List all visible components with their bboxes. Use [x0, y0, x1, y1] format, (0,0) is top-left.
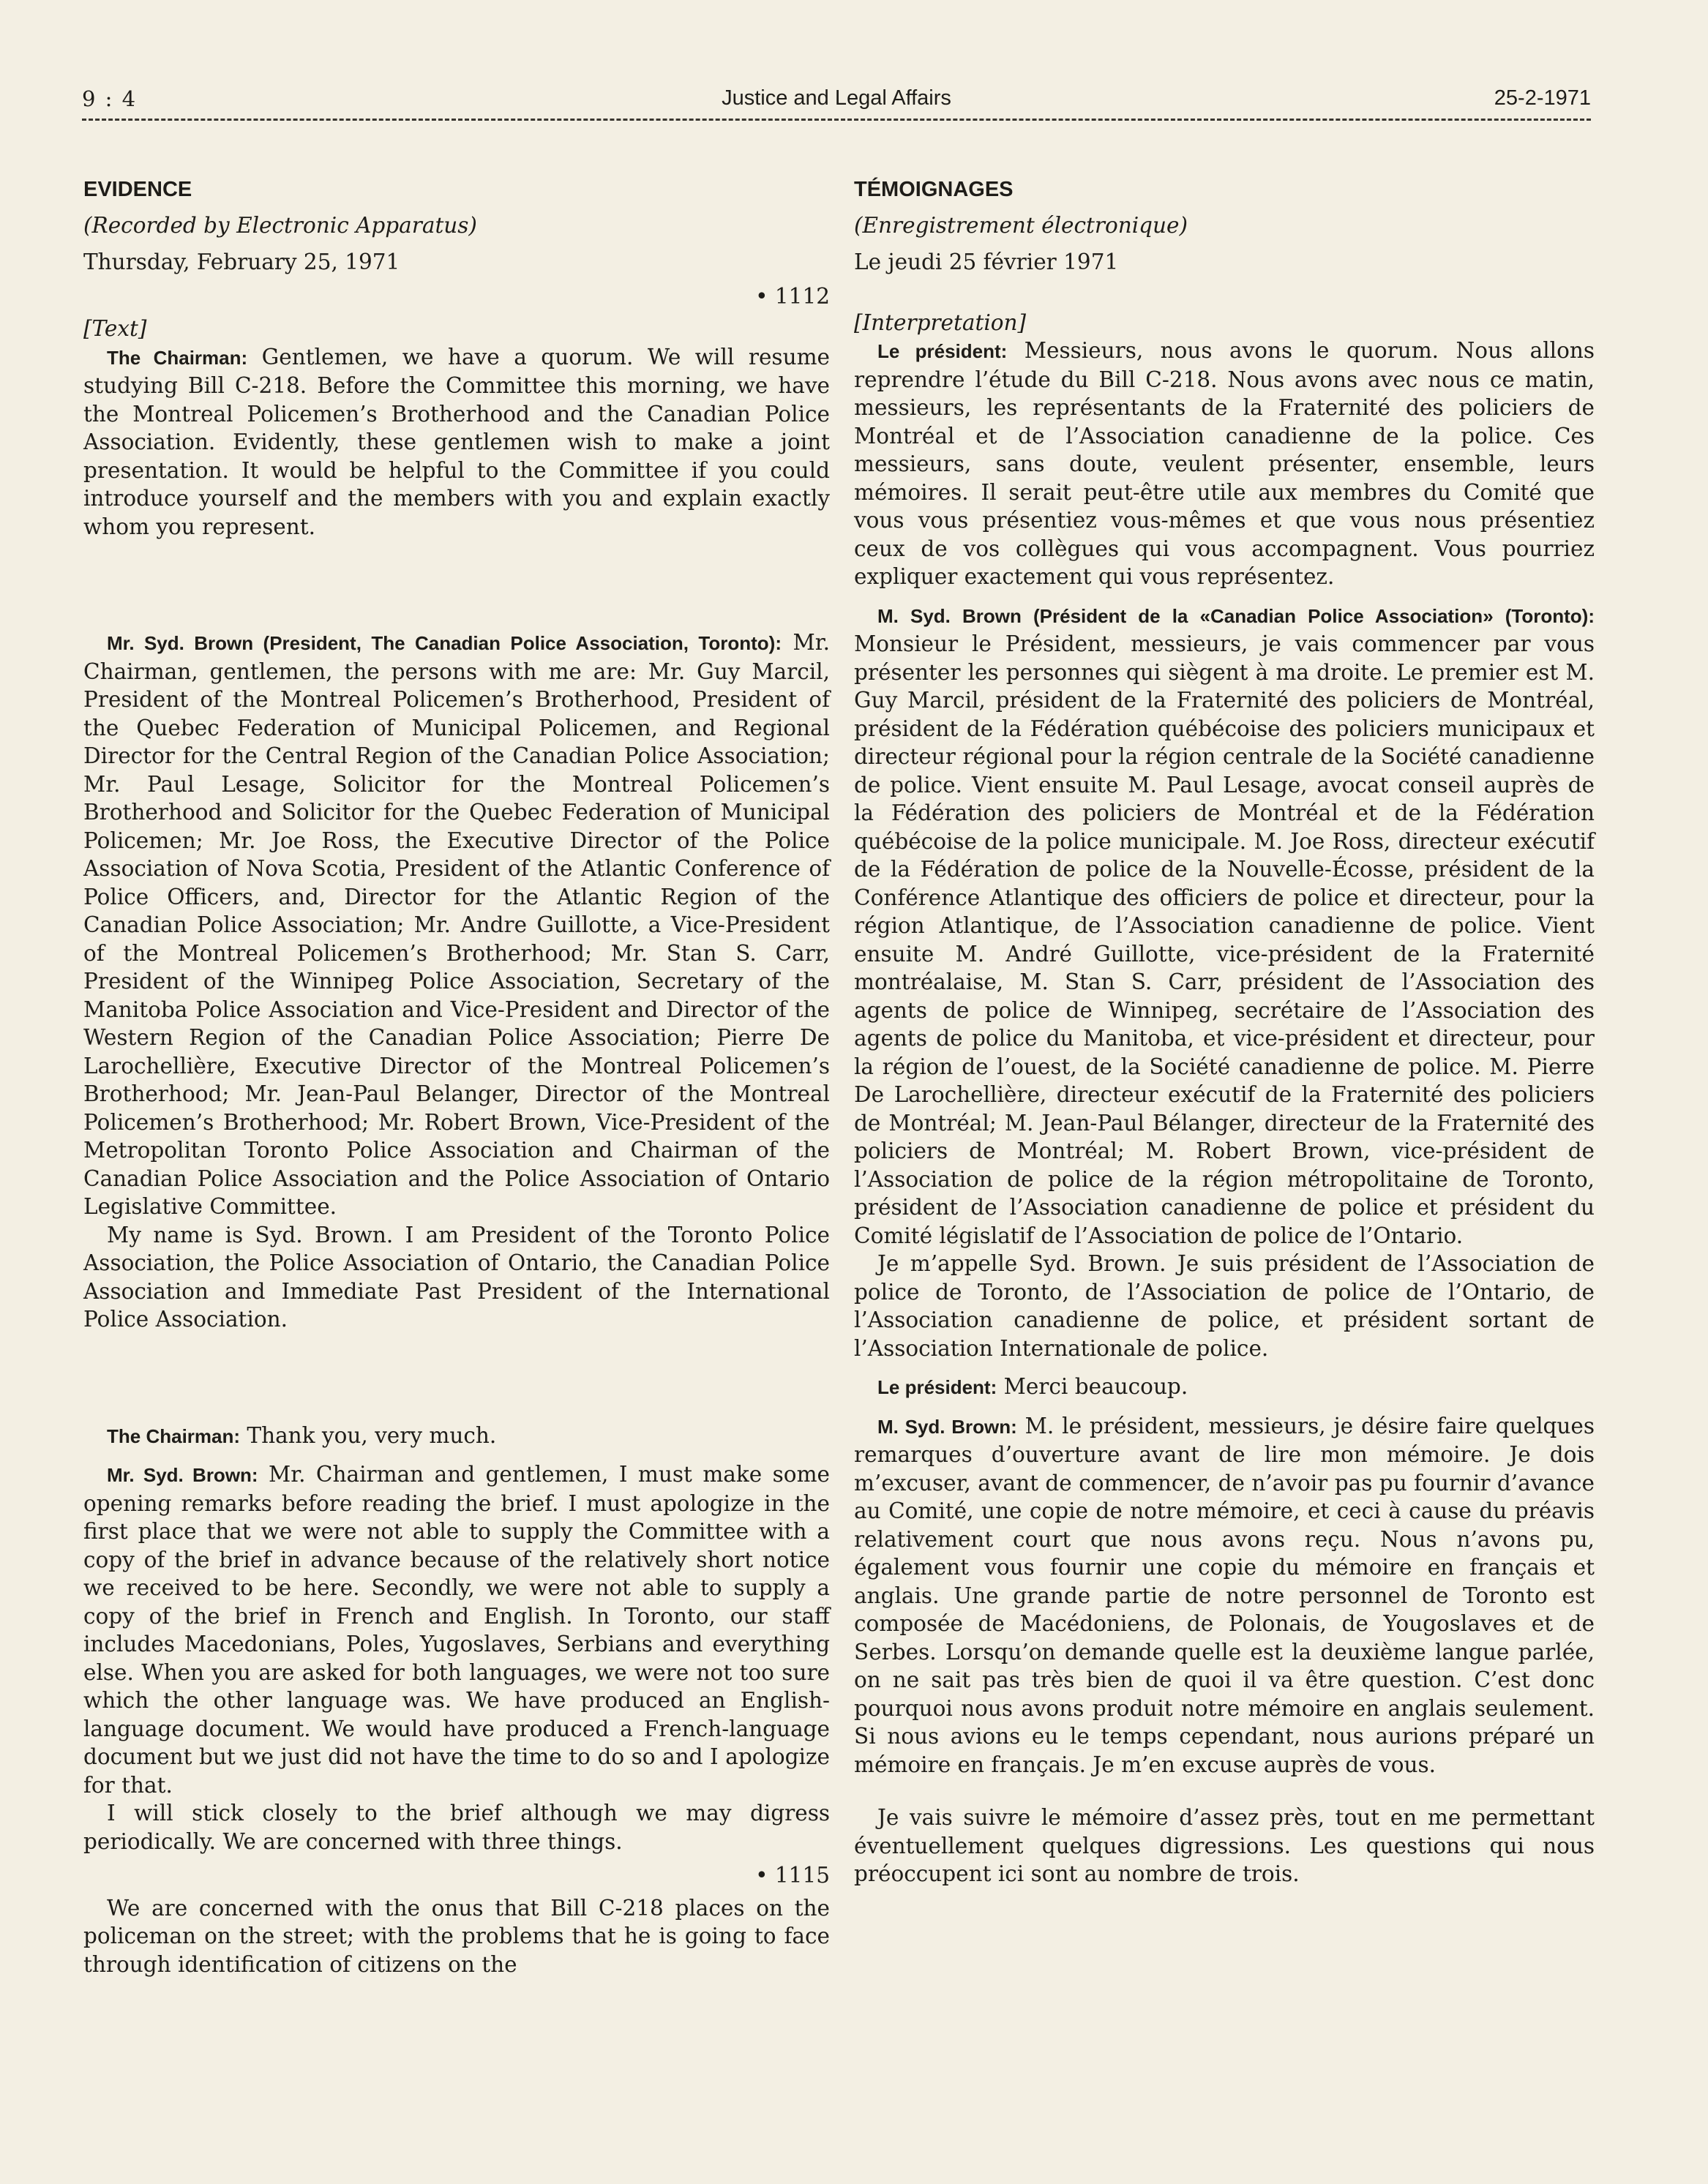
page-number: 9 : 4 [82, 86, 138, 111]
speaker-label: Le président: [877, 340, 1008, 362]
sitting-date: Le jeudi 25 février 1971 [854, 249, 1119, 274]
header-date: 25-2-1971 [1494, 86, 1591, 110]
speaker-label: M. Syd. Brown: [877, 1415, 1017, 1438]
paragraph-brown-digressions: Je vais suivre le mémoire d’assez près, tout en me permettant éventuellement quelques digressions. Les questions qui nous préoccupent ici sont au nombre de trois. [854, 1805, 1595, 1886]
text-tag: [Text] [83, 316, 147, 341]
paragraph-text: Mr. Chairman and gentlemen, I must make some opening remarks before reading the brief. I must apologize in the first place that we were not able to supply the Committee with a copy of the brief in advance because of the relatively short notice we received to be here. Secondly, we were not able to supply a copy of the brief in French and English. In Toronto, our staff includes Macedonians, Poles, Yugoslaves, Serbians and everything else. When you are asked for both languages, we were not too sure which the other language was. We have produced an English-language document. We would have produced a French-language document but we just did not have the time to do so and I apologize for that. [83, 1462, 830, 1798]
speaker-label: M. Syd. Brown (Président de la «Canadian Police Association» (Toronto): [877, 604, 1595, 627]
french-column [854, 176, 1595, 1888]
paragraph-brown-onus: We are concerned with the onus that Bill C-218 places on the policeman on the street; with the problems that he is going to face through identification of citizens on the [83, 1895, 830, 1977]
speaker-label: Mr. Syd. Brown (President, The Canadian Police Association, Toronto): [107, 632, 782, 654]
section-heading: EVIDENCE [83, 178, 192, 201]
paragraph-text: Mr. Chairman, gentlemen, the persons with me are: Mr. Guy Marcil, President of the Montreal Policemen’s Brotherhood, President of the Quebec Federation of Municipal Policemen, and Regional Director for the Central Region of the Canadian Police Association; Mr. Paul Lesage, Solicitor for the Montreal Policemen’s Brotherhood and Solicitor for the Quebec Federation of Municipal Policemen; Mr. Joe Ross, the Executive Director of the Police Association of Nova Scotia, President of the Atlantic Conference of Police Officers, and, Director for the Atlantic Region of the Canadian Police Association; Mr. Andre Guillotte, a Vice-President of the Montreal Policemen’s Brotherhood; Mr. Stan S. Carr, President of the Winnipeg Police Association, Secretary of the Manitoba Police Association and Vice-President and Director of the Western Region of the Canadian Police Association; Pierre De Larochellière, Executive Director of the Montreal Policemen’s Brotherhood; Mr. Jean-Paul Belanger, Director of the Montreal Policemen’s Brotherhood; Mr. Robert Brown, Vice-President of the Metropolitan Toronto Police Association and Chairman of the Canadian Police Association and the Police Association of Ontario Legislative Committee. [83, 630, 830, 1219]
time-marker: • 1115 [755, 1863, 830, 1888]
paragraph-text: Gentlemen, we have a quorum. We will resume studying Bill C-218. Before the Committee this morning, we have the Montreal Policemen’s Brotherhood and the Canadian Police Association. Evidently, these gentlemen wish to make a joint presentation. It would be helpful to the Committee if you could introduce yourself and the members with you and explain exactly whom you represent. [83, 344, 830, 539]
paragraph-president-merci [854, 1373, 1595, 1402]
paragraph-brown-introductions [83, 628, 830, 1221]
paragraph-brown-remarks [83, 1460, 830, 1799]
running-title: Justice and Legal Affairs [722, 86, 951, 110]
paragraph-chairman-thanks [83, 1422, 830, 1451]
paragraph-text: M. le président, messieurs, je désire faire quelques remarques d’ouverture avant de lire mon mémoire. Je dois m’excuser, avant de commencer, de n’avoir pas pu fournir d’avance au Comité, une copie de notre mémoire, et ceci à cause du préavis relativement court que nous avons reçu. Nous n’avons pu, également vous fournir une copie du mémoire en français et anglais. Une grande partie de notre personnel de Toronto est composée de Macédoniens, de Polonais, de Yougoslaves et de Serbes. Lorsqu’on demande quelle est la deuxième langue parlée, on ne sait pas très bien de quoi il va être question. C’est donc pourquoi nous avons produit notre mémoire en anglais seulement. Si nous avions eu le temps cependant, nous aurions préparé un mémoire en français. Je m’en excuse auprès de vous. [854, 1413, 1595, 1777]
paragraph-brown-digress: I will stick closely to the brief although we may digress periodically. We are concerned with three things. [83, 1801, 830, 1854]
running-header [82, 82, 1591, 121]
paragraph-brown-presentations [854, 601, 1595, 1250]
speaker-label: Mr. Syd. Brown: [107, 1464, 258, 1486]
recording-note: (Recorded by Electronic Apparatus) [83, 212, 477, 238]
paragraph-chairman-opening [83, 343, 830, 541]
paragraph-brown-self: My name is Syd. Brown. I am President of the Toronto Police Association, the Police Association of Ontario, the Canadian Police Association and Immediate Past President of the International Police Association. [83, 1222, 830, 1332]
paragraph-president-ouverture [854, 337, 1595, 591]
english-column [83, 176, 830, 1978]
section-heading: TÉMOIGNAGES [854, 178, 1014, 201]
sitting-date: Thursday, February 25, 1971 [83, 249, 400, 274]
paragraph-text: Thank you, very much. [240, 1422, 497, 1448]
interpretation-tag: [Interpretation] [854, 309, 1027, 335]
paragraph-text: Merci beaucoup. [997, 1374, 1188, 1399]
recording-note: (Enregistrement électronique) [854, 212, 1188, 238]
paragraph-text: Monsieur le Président, messieurs, je vais commencer par vous présenter les personnes qui siègent à ma droite. Le premier est M. Guy Marcil, président de la Fraternité des policiers de Montréal, président de la Fédération québécoise des policiers municipaux et directeur régional pour la région centrale de la Société canadienne de police. Vient ensuite M. Paul Lesage, avocat conseil auprès de la Fédération des policiers de Montréal et de la Fédération québécoise de la police municipale. M. Joe Ross, directeur exécutif de la Fédération de police de la Nouvelle-Écosse, président de la Conférence Atlantique des officiers de police et directeur, pour la région Atlantique, de l’Association canadienne de police. Vient ensuite M. André Guillotte, vice-président de la Fraternité montréalaise, M. Stan S. Carr, président de l’Association des agents de police de Winnipeg, secrétaire de l’Association des agents de police du Manitoba, et vice-président et directeur, pour la région de l’ouest, de la Société canadienne de police. M. Pierre De Larochellière, directeur exécutif de la Fraternité des policiers de Montréal; M. Jean-Paul Bélanger, directeur de la Fraternité des policiers de Montréal; M. Robert Brown, vice-président de l’Association de police de la région métropolitaine de Toronto, président de l’Association canadienne de police et président du Comité législatif de l’Association de police de l’Ontario. [854, 631, 1595, 1248]
time-marker: • 1112 [755, 283, 830, 309]
speaker-label: The Chairman: [107, 1425, 241, 1447]
paragraph-brown-lui-meme: Je m’appelle Syd. Brown. Je suis président de l’Association de police de Toronto, de l’Association de police de l’Ontario, de l’Association canadienne de police, et président sortant de l’Association Internationale de police. [854, 1251, 1595, 1361]
paragraph-text: Messieurs, nous avons le quorum. Nous allons reprendre l’étude du Bill C-218. Nous avons avec nous ce matin, messieurs, les représentants de la Fraternité des policiers de Montréal et de l’Association canadienne de la police. Ces messieurs, sans doute, veulent présenter, ensemble, leurs mémoires. Il serait peut-être utile aux membres du Comité que vous vous présentiez vous-mêmes et que vous nous présentiez ceux de vos collègues qui vous accompagnent. Vous pourriez expliquer exactement qui vous représentez. [854, 338, 1595, 589]
speaker-label: The Chairman: [107, 346, 248, 369]
paragraph-brown-remarques [854, 1412, 1595, 1779]
speaker-label: Le président: [877, 1376, 997, 1398]
